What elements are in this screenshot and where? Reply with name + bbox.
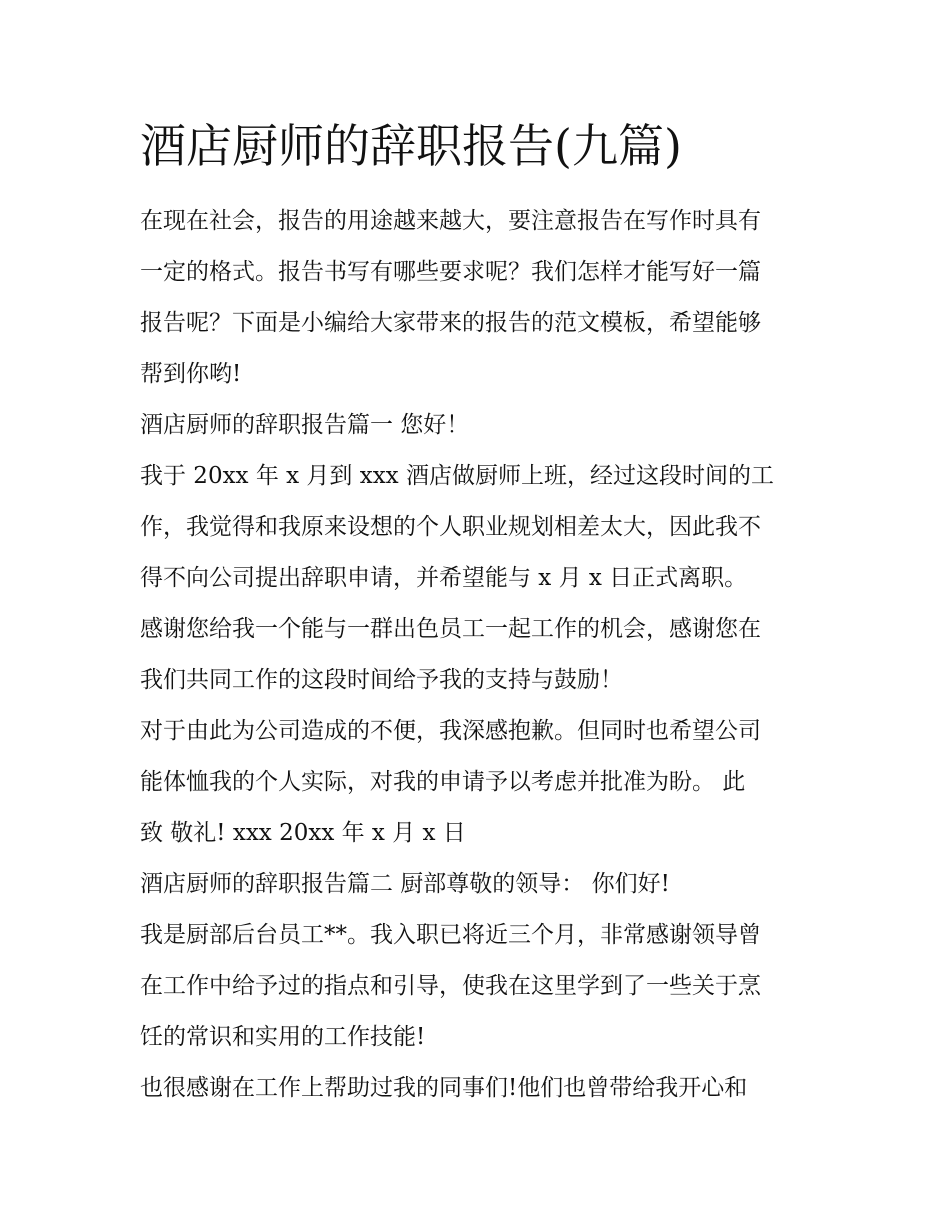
text-line: 能体恤我的个人实际，对我的申请予以考虑并批准为盼。 此 bbox=[140, 769, 746, 795]
text-line: 我们共同工作的这段时间给予我的支持与鼓励！ bbox=[140, 667, 623, 693]
closing-line: 致 敬礼! xxx 20xx 年 x 月 x 日 bbox=[140, 820, 466, 846]
text-line: 饪的常识和实用的工作技能! bbox=[140, 1024, 426, 1050]
text-line: 我于 20xx 年 x 月到 xxx 酒店做厨师上班，经过这段时间的工 bbox=[140, 463, 774, 489]
text-line: 报告呢？下面是小编给大家带来的报告的范文模板，希望能够 bbox=[140, 310, 761, 336]
document-body bbox=[140, 196, 820, 1114]
text-line: 作，我觉得和我原来设想的个人职业规划相差太大，因此我不 bbox=[140, 514, 761, 540]
text-line: 对于由此为公司造成的不便，我深感抱歉。但同时也希望公司 bbox=[140, 718, 761, 744]
text-line: 也很感谢在工作上帮助过我的同事们!他们也曾带给我开心和 bbox=[140, 1075, 748, 1101]
text-line: 得不向公司提出辞职申请，并希望能与 x 月 x 日正式离职。 bbox=[140, 565, 748, 591]
section-heading-line: 酒店厨师的辞职报告篇一 您好！ bbox=[140, 412, 470, 438]
text-line: 感谢您给我一个能与一群出色员工一起工作的机会，感谢您在 bbox=[140, 616, 761, 642]
section-heading-line: 酒店厨师的辞职报告篇二 厨部尊敬的领导： 你们好! bbox=[140, 871, 670, 897]
text-line: 一定的格式。报告书写有哪些要求呢？我们怎样才能写好一篇 bbox=[140, 259, 761, 285]
document-title: 酒店厨师的辞职报告(九篇) bbox=[140, 119, 682, 173]
text-line: 帮到你哟! bbox=[140, 361, 242, 387]
text-line: 在工作中给予过的指点和引导，使我在这里学到了一些关于烹 bbox=[140, 973, 761, 999]
text-line: 在现在社会，报告的用途越来越大，要注意报告在写作时具有 bbox=[140, 208, 761, 234]
text-line: 我是厨部后台员工**。我入职已将近三个月，非常感谢领导曾 bbox=[140, 922, 761, 948]
